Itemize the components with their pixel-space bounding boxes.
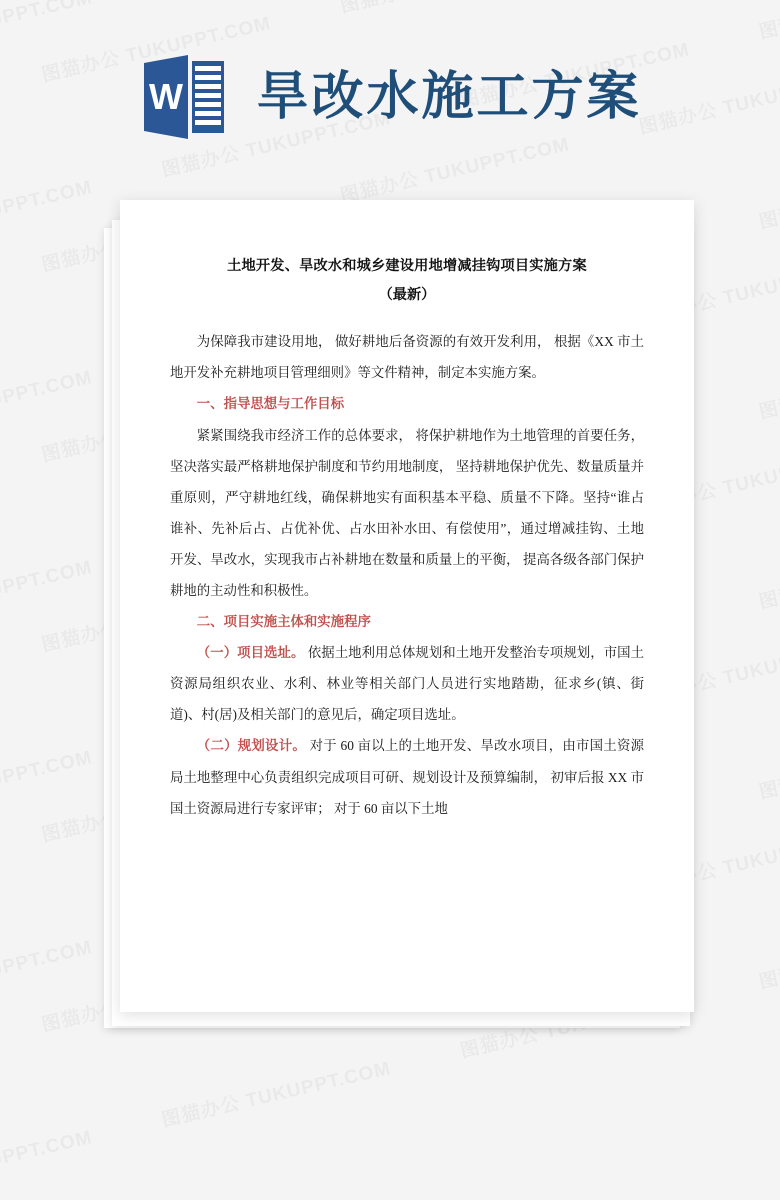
watermark-text (756, 535, 780, 614)
watermark-text (0, 932, 95, 1011)
body-paragraph (170, 730, 644, 823)
paragraph-text: 对于 60 亩以上的土地开发、旱改水项目，由市国土资源局土地整理中心负责组织完成项目可研、规划设计及预算编制， 初审后报 XX 市国土资源局进行专家评审； 对于 60 亩以下土地 (170, 738, 645, 816)
document-page-front (120, 200, 694, 1012)
document-page-stack (104, 200, 704, 1035)
document-body (170, 326, 644, 824)
svg-text:W: W (149, 76, 184, 117)
body-paragraph: 为保障我市建设用地， 做好耕地后备资源的有效开发利用， 根据《XX 市土地开发补充耕地项目管理细则》等文件精神，制定本实施方案。 (170, 334, 644, 381)
watermark-text (0, 362, 95, 441)
subsection-heading: （二）规划设计。 (196, 738, 307, 754)
document-content (120, 200, 694, 1012)
word-document-icon (138, 51, 230, 143)
watermark-text (159, 1053, 394, 1132)
watermark-text (0, 552, 95, 631)
section-heading: 一、指导思想与工作目标 (196, 396, 345, 412)
watermark-text (0, 1122, 95, 1200)
watermark-text (756, 915, 780, 994)
document-title-line-1: 土地开发、旱改水和城乡建设用地增减挂钩项目实施方案 (227, 258, 587, 274)
paragraph-text: 依据土地利用总体规划和土地开发整治专项规划，市国土资源局组织农业、水利、林业等相关部门人员进行实地踏勘，征求乡(镇、街道)、村(居)及相关部门的意见后，确定项目选址。 (170, 645, 644, 723)
watermark-text (756, 725, 780, 804)
watermark-text (756, 345, 780, 424)
watermark-text (0, 742, 95, 821)
body-paragraph: 紧紧围绕我市经济工作的总体要求， 将保护耕地作为土地管理的首要任务， 坚决落实最严格耕地保护制度和节约用地制度， 坚持耕地保护优先、数量质量并重原则，严守耕地红线，确保耕地实有面积基本平稳、质量不下降。坚持“谁占谁补、先补后占、占优补优、占水田补水田、有偿使用”，通过增减挂钩、土地开发、旱改水，实现我市占补耕地在数量和质量上的平衡， 提高各级各部门保护耕地的主动性和积极性。 (170, 427, 644, 598)
page-title: 旱改水施工方案 (256, 69, 642, 126)
header-banner (0, 0, 780, 200)
section-heading: 二、项目实施主体和实施程序 (196, 614, 371, 630)
document-title-line-2: （最新） (378, 287, 436, 304)
body-paragraph (170, 637, 644, 730)
subsection-heading: （一）项目选址。 (196, 645, 305, 661)
